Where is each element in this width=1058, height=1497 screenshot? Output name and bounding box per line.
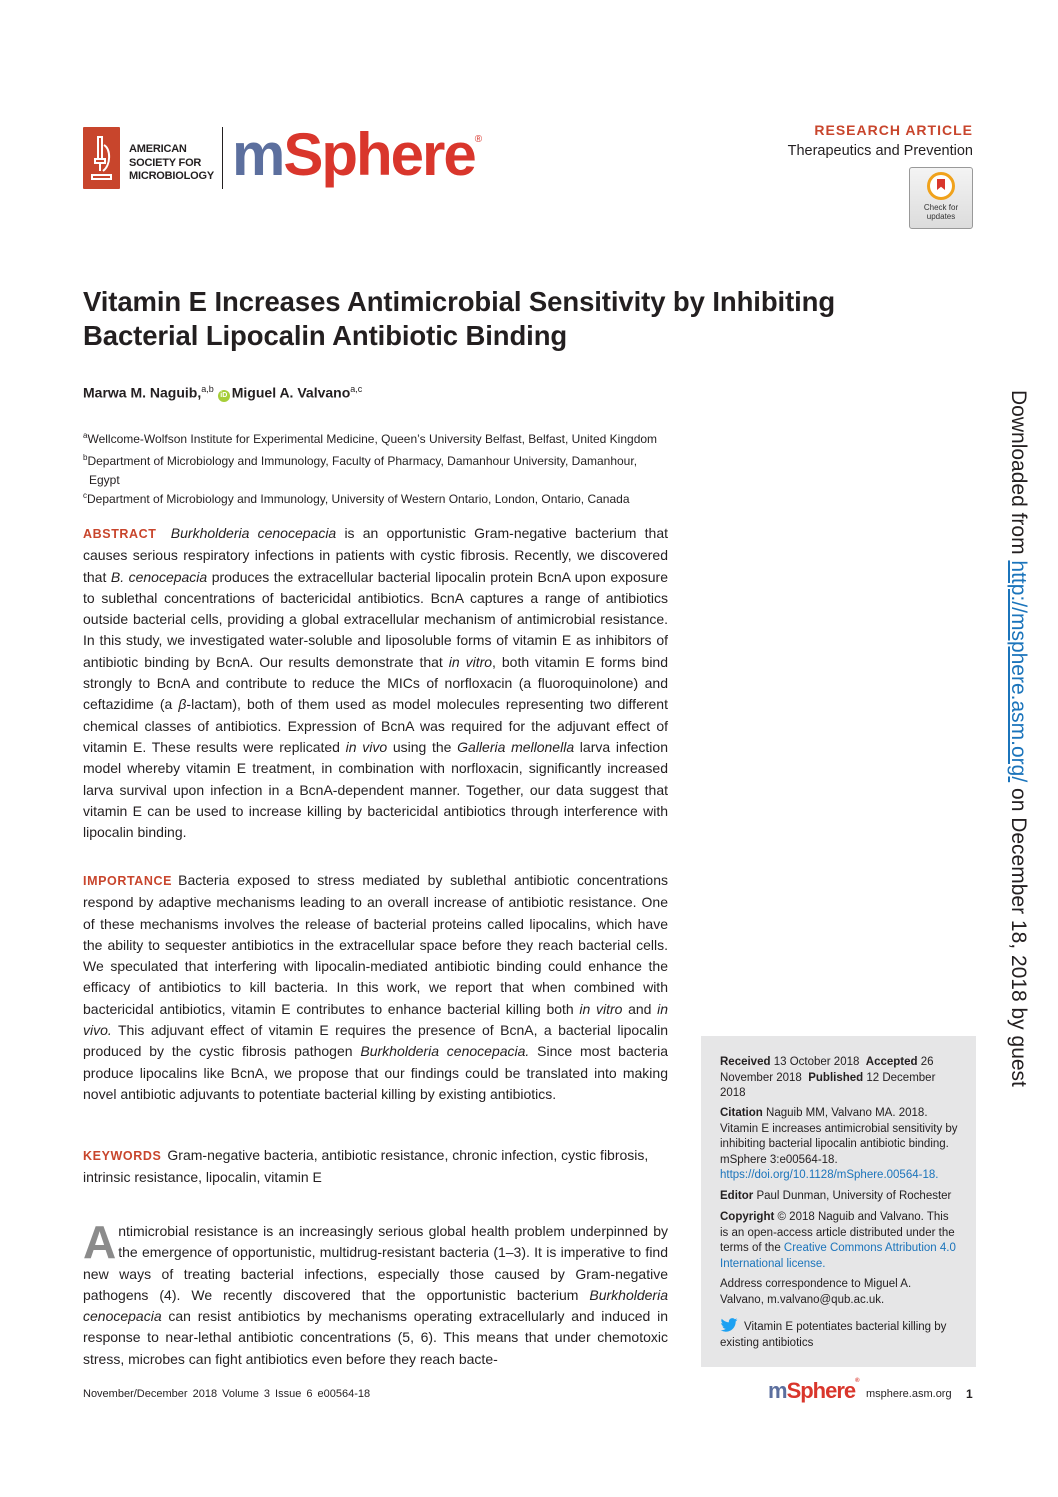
doi-link[interactable]: https://doi.org/10.1128/mSphere.00564-18. [720,1169,939,1182]
abstract-heading: ABSTRACT [83,527,157,541]
issue-info: November/December 2018 Volume 3 Issue 6 e00564-18 [83,1388,371,1400]
check-updates-label: Check for updates [923,203,959,221]
microscope-icon [83,127,120,189]
society-name: AMERICAN SOCIETY FOR MICROBIOLOGY [129,143,214,182]
article-type: RESEARCH ARTICLE [814,122,973,138]
download-notice: Downloaded from http://msphere.asm.org/ on December 18, 2018 by guest [1007,390,1030,1087]
intro-paragraph: Antimicrobial resistance is an increasingly serious global health problem underpinned by the emergence of opportunistic, multidrug-resistant bacteria (1–3). It is imperative to find new ways of treating bacterial infections, especially those caused by Gram-negative pathogens (4). We recently discovered that the opportunistic bacterium Burkholderia cenocepacia can resist antibiotics by mechanisms operating extracellularly and induced in response to near-lethal antibiotic concentrations (5, 6). This means that under chemotoxic stress, microbes can fight antibiotics even before they reach bacte- [83,1216,668,1367]
importance-heading: IMPORTANCE [83,874,173,888]
tweet: Vitamin E potentiates bacterial killing by existing antibiotics [720,1318,958,1351]
dates: Received 13 October 2018 Accepted 26 November 2018 Published 12 December 2018 [720,1056,936,1100]
journal-site[interactable]: msphere.asm.org [866,1388,952,1400]
citation: Citation Naguib MM, Valvano MA. 2018. Vitamin E increases antimicrobial sensitivity by inhibiting bacterial lipocalin antibiotic binding. mSphere 3:e00564-18. https://doi.org/10.1128/mSphere.00564-18. [720,1107,958,1182]
check-for-updates-button[interactable] [909,167,973,229]
affiliation: $^c$Department of Microbiology and Immunology, University of Western Ontario, London, Ontario, Canada [83,491,630,506]
page-number: 1 [966,1387,973,1401]
author-name[interactable]: Miguel A. Valvano [231,384,351,401]
article-title: Vitamin E Increases Antimicrobial Sensitivity by Inhibiting Bacterial Lipocalin Antibiotic Binding [83,286,836,351]
license-link[interactable]: Creative Commons Attribution 4.0 International license. [720,1242,956,1270]
correspondence: Address correspondence to Miguel A. Valvano, m.valvano@qub.ac.uk. [720,1278,912,1306]
affiliation: $^b$Department of Microbiology and Immunology, Faculty of Pharmacy, Damanhour University, Damanhour, Egypt [83,453,638,487]
importance: IMPORTANCE Bacteria exposed to stress mediated by sublethal antibiotic concentrations respond by adaptive mechanisms leading to an overall increase of antibiotic resistance. One of these mechanisms involves the release of bacterial proteins called lipocalins, which have the ability to sequester antibiotics in the extracellular space before they reach bacterial cells. We speculated that interfering with lipocalin-mediated antibiotic binding could enhance the efficacy of antibiotics to kill bacteria. In this work, we report that when combined with bactericidal antibiotics, vitamin E contributes to enhance bacterial killing both in vitro and in vivo. This adjuvant effect of vitamin E requires the presence of BcnA, a bacterial lipocalin produced by the cystic fibrosis pathogen Burkholderia cenocepacia. Since most bacteria produce lipocalins like BcnA, we propose that our findings could be translated into making novel antibiotic adjuvants to potentiate bacterial killing by existing antibiotics. [83,872,669,1102]
journal-logo: mSphere® [232,121,483,188]
abstract: ABSTRACT Burkholderia cenocepacia is an opportunistic Gram-negative bacterium that causes serious respiratory infections in patients with cystic fibrosis. Recently, we discovered that B. cenocepacia produces the extracellular bacterial lipocalin protein BcnA upon exposure to sublethal concentrations of bactericidal antibiotics. BcnA captures a range of antibiotics outside bacterial cells, providing a global extracellular mechanism of antimicrobial resistance. In this study, we investigated water-soluble and liposoluble forms of vitamin E as inhibitors of antibiotic binding by BcnA. Our results demonstrate that in vitro, both vitamin E forms bind strongly to BcnA and contribute to reduce the MICs of norfloxacin (a fluoroquinolone) and ceftazidime (a β-lactam), both of them used as model molecules representing two different chemical classes of antibiotics. Expression of BcnA was required for the adjuvant effect of vitamin E. These results were replicated in vivo using the Galleria mellonella larva infection model whereby vitamin E treatment, in combination with norfloxacin, significantly increased larva survival upon infection in a BcnA-dependent manner. Together, our data suggest that vitamin E can be used to increase killing by bactericidal antibiotics through interference with lipocalin binding. [83,525,669,841]
author-list [83,384,362,402]
asm-logo [83,127,223,189]
twitter-icon[interactable] [720,1318,738,1332]
author-affiliation-marker: a,b [201,384,214,394]
keywords: KEYWORDS Gram-negative bacteria, antibiotic resistance, chronic infection, cystic fibrosis, intrinsic resistance, lipocalin, vitamin E [83,1147,649,1186]
download-link[interactable]: http://msphere.asm.org/ [1007,560,1030,783]
bookmark-icon [927,172,955,200]
author-name[interactable]: Marwa M. Naguib, [83,384,202,401]
logo-divider [222,127,223,189]
article-section: Therapeutics and Prevention [787,143,973,159]
drop-cap: A [83,1216,117,1268]
editor: Editor Paul Dunman, University of Rochester [720,1190,952,1202]
author-affiliation-marker: a,c [350,384,363,394]
article-info-sidebar [701,1036,976,1367]
footer-journal-logo: mSphere® [768,1378,859,1403]
affiliation: $^a$Wellcome-Wolfson Institute for Experimental Medicine, Queen’s University Belfast, Belfast, United Kingdom [83,431,658,446]
orcid-icon[interactable]: iD [218,390,230,402]
keywords-heading: KEYWORDS [83,1149,162,1163]
copyright: Copyright © 2018 Naguib and Valvano. This is an open-access article distributed under the terms of the Creative Commons Attribution 4.0 International license. [720,1211,956,1270]
